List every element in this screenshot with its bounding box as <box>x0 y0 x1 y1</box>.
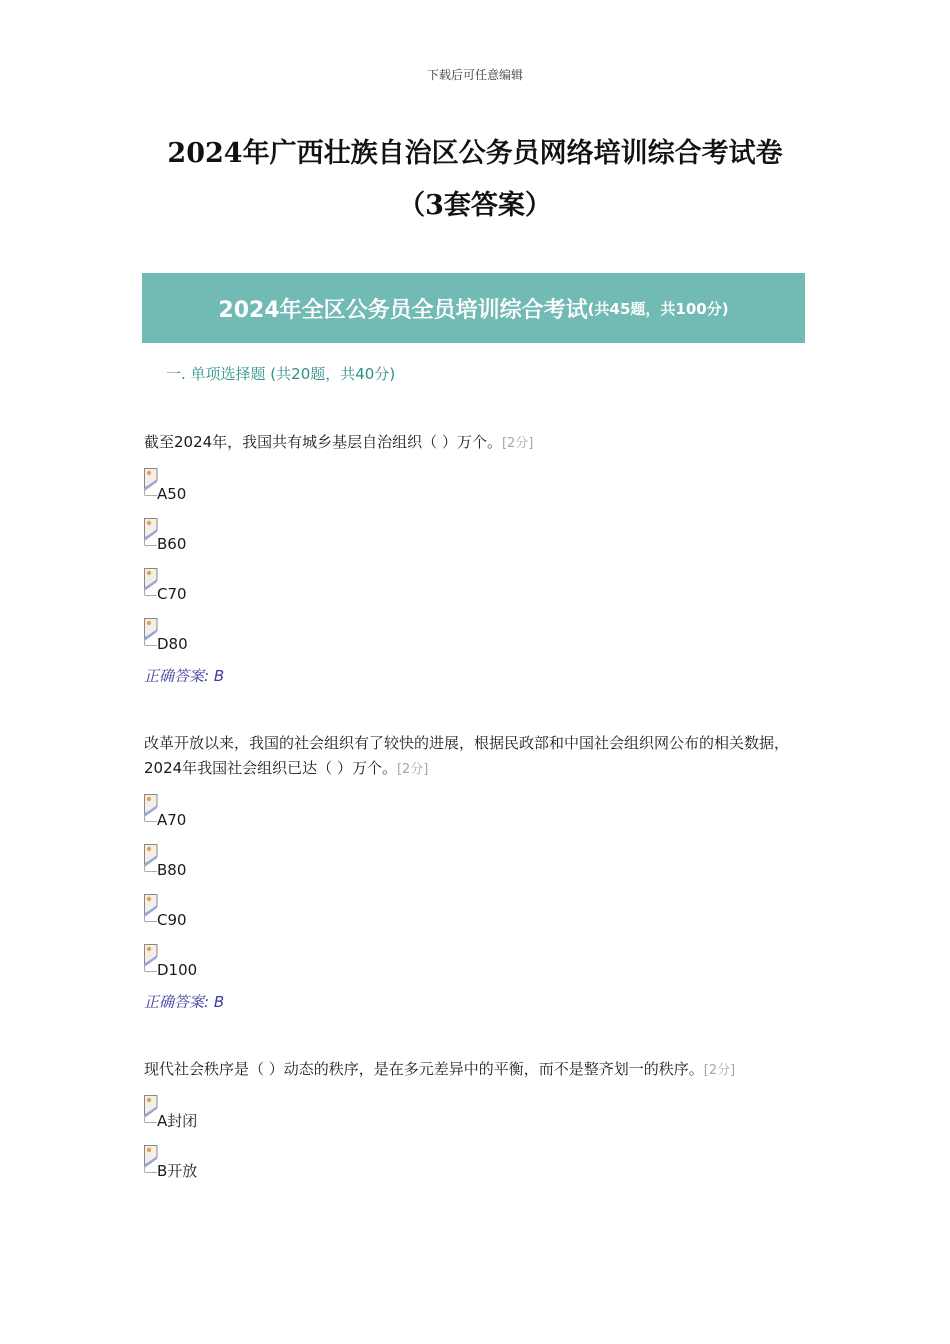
option-label: D80 <box>157 635 188 653</box>
header-note: 下载后可任意编辑 <box>426 68 523 82</box>
option-b[interactable] <box>144 506 809 556</box>
question-text <box>144 430 809 456</box>
question-score: [2分] <box>396 762 429 777</box>
broken-image-icon <box>144 1145 158 1173</box>
option-label: A50 <box>157 485 187 503</box>
option-label: B60 <box>157 535 187 553</box>
option-a[interactable] <box>144 782 809 832</box>
section-title: 一. 单项选择题 (共20题，共40分) <box>166 365 396 383</box>
question-text <box>144 731 809 782</box>
correct-answer: 正确答案: B <box>144 667 225 685</box>
correct-answer: 正确答案: B <box>144 993 225 1011</box>
broken-image-icon <box>144 518 158 546</box>
exam-banner <box>142 273 805 343</box>
question-2 <box>144 731 809 1012</box>
broken-image-icon <box>144 794 158 822</box>
option-b[interactable] <box>144 1133 809 1183</box>
option-c[interactable] <box>144 556 809 606</box>
option-label: C70 <box>157 585 187 603</box>
option-d[interactable] <box>144 606 809 656</box>
document-title <box>0 128 950 232</box>
question-score: [2分] <box>501 436 534 451</box>
option-a[interactable] <box>144 456 809 506</box>
banner-subtitle: (共45题，共100分) <box>587 299 729 318</box>
broken-image-icon <box>144 568 158 596</box>
question-prompt: 截至2024年，我国共有城乡基层自治组织（ ）万个。 <box>144 433 502 451</box>
question-1 <box>144 430 809 686</box>
option-label: C90 <box>157 911 187 929</box>
option-d[interactable] <box>144 932 809 982</box>
question-prompt: 改革开放以来，我国的社会组织有了较快的进展，根据民政部和中国社会组织网公布的相关数据，2024年我国社会组织已达（ ）万个。 <box>144 734 790 777</box>
document-title-line2: （3套答案） <box>398 190 552 221</box>
document-title-line1: 2024年广西壮族自治区公务员网络培训综合考试卷 <box>167 138 783 169</box>
broken-image-icon <box>144 844 158 872</box>
option-label: A封闭 <box>157 1112 198 1130</box>
broken-image-icon <box>144 894 158 922</box>
option-b[interactable] <box>144 832 809 882</box>
broken-image-icon <box>144 944 158 972</box>
question-prompt: 现代社会秩序是（ ）动态的秩序，是在多元差异中的平衡，而不是整齐划一的秩序。 <box>144 1060 704 1078</box>
broken-image-icon <box>144 468 158 496</box>
question-text <box>144 1057 809 1083</box>
option-a[interactable] <box>144 1083 809 1133</box>
option-label: D100 <box>157 961 198 979</box>
option-label: B开放 <box>157 1162 198 1180</box>
question-3 <box>144 1057 809 1183</box>
broken-image-icon <box>144 618 158 646</box>
option-label: A70 <box>157 811 187 829</box>
option-c[interactable] <box>144 882 809 932</box>
question-score: [2分] <box>703 1063 736 1078</box>
option-label: B80 <box>157 861 187 879</box>
broken-image-icon <box>144 1095 158 1123</box>
banner-title: 2024年全区公务员全员培训综合考试 <box>218 297 588 323</box>
